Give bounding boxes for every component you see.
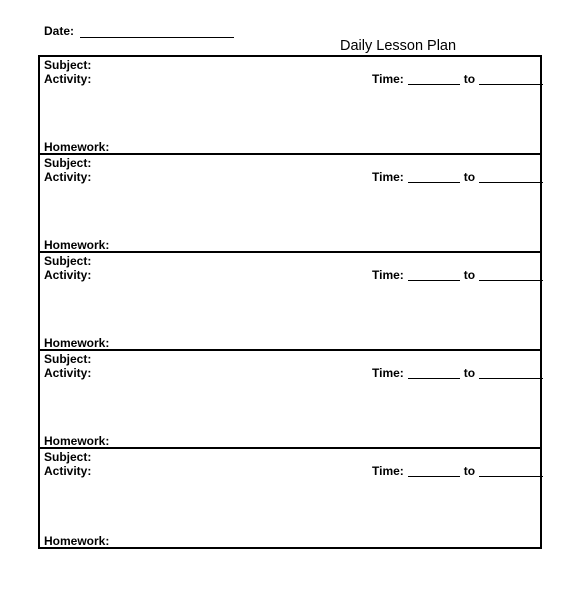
time-field xyxy=(372,73,543,86)
time-end-blank[interactable] xyxy=(479,270,543,281)
page-title: Daily Lesson Plan xyxy=(340,38,457,54)
time-to-label: to xyxy=(463,366,476,380)
time-to-label: to xyxy=(463,170,476,184)
subject-label: Subject: xyxy=(44,254,92,268)
activity-label: Activity: xyxy=(44,170,92,184)
time-label: Time: xyxy=(372,366,404,380)
date-label: Date: xyxy=(44,24,75,38)
time-end-blank[interactable] xyxy=(479,466,543,477)
homework-label: Homework: xyxy=(44,238,110,252)
time-to-label: to xyxy=(463,464,476,478)
time-start-blank[interactable] xyxy=(408,368,460,379)
time-label: Time: xyxy=(372,268,404,282)
time-start-blank[interactable] xyxy=(408,270,460,281)
activity-label: Activity: xyxy=(44,72,92,86)
time-field xyxy=(372,269,543,282)
time-start-blank[interactable] xyxy=(408,172,460,183)
time-to-label: to xyxy=(463,268,476,282)
time-end-blank[interactable] xyxy=(479,74,543,85)
lesson-entry xyxy=(40,349,540,447)
time-start-blank[interactable] xyxy=(408,74,460,85)
time-to-label: to xyxy=(463,72,476,86)
subject-label: Subject: xyxy=(44,450,92,464)
lesson-entry xyxy=(40,153,540,251)
time-end-blank[interactable] xyxy=(479,368,543,379)
time-field xyxy=(372,367,543,380)
homework-label: Homework: xyxy=(44,336,110,350)
time-end-blank[interactable] xyxy=(479,172,543,183)
lesson-entry xyxy=(40,447,540,548)
time-label: Time: xyxy=(372,72,404,86)
homework-label: Homework: xyxy=(44,534,110,548)
date-field xyxy=(44,24,234,38)
time-field xyxy=(372,171,543,184)
lesson-entry xyxy=(40,251,540,349)
activity-label: Activity: xyxy=(44,366,92,380)
lesson-plan-table xyxy=(38,55,542,549)
time-label: Time: xyxy=(372,170,404,184)
time-label: Time: xyxy=(372,464,404,478)
homework-label: Homework: xyxy=(44,140,110,154)
subject-label: Subject: xyxy=(44,352,92,366)
time-field xyxy=(372,465,543,478)
subject-label: Subject: xyxy=(44,156,92,170)
homework-label: Homework: xyxy=(44,434,110,448)
date-blank-line[interactable] xyxy=(80,26,234,38)
subject-label: Subject: xyxy=(44,58,92,72)
time-start-blank[interactable] xyxy=(408,466,460,477)
lesson-entry xyxy=(40,57,540,155)
activity-label: Activity: xyxy=(44,268,92,282)
activity-label: Activity: xyxy=(44,464,92,478)
